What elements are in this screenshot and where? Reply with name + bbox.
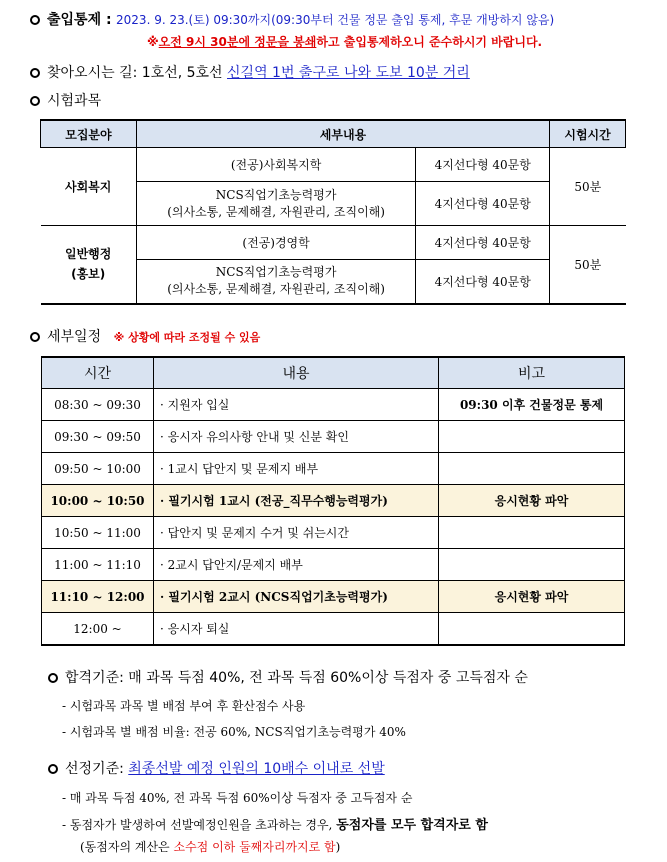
selection-red: 소수점 이하 둘째자리까지로 함 <box>173 840 336 854</box>
schedule-content-cell: · 1교시 답안지 및 문제지 배부 <box>154 453 439 485</box>
schedule-content-cell: · 필기시험 1교시 (전공_직무수행능력평가) <box>154 485 439 517</box>
schedule-heading <box>30 326 260 346</box>
header-field: 모집분야 <box>41 120 137 148</box>
format-cell: 4지선다형 40문항 <box>416 148 550 182</box>
schedule-row <box>42 517 625 549</box>
entry-time: 2023. 9. 23.(토) 09:30까지(09:30부터 건물 정문 출입 통제, 후문 개방하지 않음) <box>116 13 555 27</box>
subjects-row <box>41 148 626 182</box>
schedule-note-cell <box>439 453 625 485</box>
schedule-time-cell: 09:30 ~ 09:50 <box>42 421 154 453</box>
schedule-title: 세부일정 <box>47 329 102 345</box>
schedule-table <box>41 356 625 646</box>
header-content: 내용 <box>154 357 439 389</box>
schedule-note-cell <box>439 517 625 549</box>
field-cell: 일반행정 (홍보) <box>41 226 137 304</box>
schedule-row <box>42 453 625 485</box>
schedule-note-cell: 응시현황 파악 <box>439 485 625 517</box>
warning-underlined: 오전 9시 30분에 정문을 봉쇄 <box>158 35 317 49</box>
circle-bullet-icon <box>30 96 40 106</box>
selection-item: - 매 과목 득점 40%, 전 과목 득점 60%이상 득점자 중 고득점자 순 <box>62 791 413 805</box>
entry-line <box>30 9 554 29</box>
selection-text: 최종선발 예정 인원의 10배수 이내로 선발 <box>128 761 385 777</box>
schedule-time-cell: 09:50 ~ 10:00 <box>42 453 154 485</box>
content-cell: (전공)사회복지학 <box>136 148 416 182</box>
format-cell: 4지선다형 40문항 <box>416 226 550 260</box>
schedule-row <box>42 421 625 453</box>
directions-lines: 1호선, 5호선 <box>141 65 223 81</box>
schedule-time-cell: 10:00 ~ 10:50 <box>42 485 154 517</box>
schedule-row <box>42 389 625 421</box>
subjects-row <box>41 226 626 260</box>
content-cell: (전공)경영학 <box>136 226 416 260</box>
format-cell: 4지선다형 40문항 <box>416 182 550 226</box>
selection-bold: 동점자를 모두 합격자로 함 <box>336 818 488 833</box>
schedule-content-cell: · 응시자 유의사항 안내 및 신분 확인 <box>154 421 439 453</box>
schedule-row <box>42 613 625 646</box>
content-cell: NCS직업기초능력평가 (의사소통, 문제해결, 자원관리, 조직이해) <box>136 182 416 226</box>
circle-bullet-icon <box>30 68 40 78</box>
time-cell: 50분 <box>550 148 626 226</box>
header-note: 비고 <box>439 357 625 389</box>
selection-label: 선정기준: <box>65 761 124 777</box>
field-cell: 사회복지 <box>41 148 137 226</box>
circle-bullet-icon <box>48 764 58 774</box>
pass-item: - 시험과목 과목 별 배점 부여 후 환산점수 사용 <box>62 699 306 713</box>
entry-label: 출입통제 : <box>47 12 112 28</box>
schedule-note-cell: 09:30 이후 건물정문 통제 <box>439 389 625 421</box>
selection-item: (동점자의 계산은 소수점 이하 둘째자리까지로 함) <box>80 840 341 854</box>
circle-bullet-icon <box>30 332 40 342</box>
schedule-note-cell: 응시현황 파악 <box>439 581 625 613</box>
pass-line <box>48 667 528 687</box>
subjects-heading <box>30 90 101 110</box>
schedule-note-cell <box>439 613 625 646</box>
schedule-time-cell: 10:50 ~ 11:00 <box>42 517 154 549</box>
header-time: 시간 <box>42 357 154 389</box>
schedule-row <box>42 549 625 581</box>
pass-item: - 시험과목 별 배점 비율: 전공 60%, NCS직업기초능력평가 40% <box>62 725 406 739</box>
schedule-content-cell: · 필기시험 2교시 (NCS직업기초능력평가) <box>154 581 439 613</box>
selection-line <box>48 758 385 778</box>
schedule-time-cell: 08:30 ~ 09:30 <box>42 389 154 421</box>
schedule-content-cell: · 2교시 답안지/문제지 배부 <box>154 549 439 581</box>
content-cell: NCS직업기초능력평가 (의사소통, 문제해결, 자원관리, 조직이해) <box>136 260 416 304</box>
schedule-note-cell <box>439 421 625 453</box>
schedule-time-cell: 11:00 ~ 11:10 <box>42 549 154 581</box>
directions-route: 신길역 1번 출구로 나와 도보 10분 거리 <box>227 65 470 81</box>
schedule-time-cell: 11:10 ~ 12:00 <box>42 581 154 613</box>
schedule-note-cell <box>439 549 625 581</box>
schedule-content-cell: · 지원자 입실 <box>154 389 439 421</box>
directions-line <box>30 62 470 82</box>
circle-bullet-icon <box>30 15 40 25</box>
subjects-table <box>40 119 626 305</box>
subjects-header-row <box>41 120 626 148</box>
pass-label: 합격기준: <box>65 670 124 686</box>
header-content: 세부내용 <box>136 120 549 148</box>
header-time: 시험시간 <box>550 120 626 148</box>
circle-bullet-icon <box>48 673 58 683</box>
schedule-header-row <box>42 357 625 389</box>
schedule-time-cell: 12:00 ~ <box>42 613 154 646</box>
time-cell: 50분 <box>550 226 626 304</box>
schedule-content-cell: · 답안지 및 문제지 수거 및 쉬는시간 <box>154 517 439 549</box>
schedule-note: ※ 상황에 따라 조정될 수 있음 <box>113 331 261 344</box>
schedule-row <box>42 485 625 517</box>
schedule-row <box>42 581 625 613</box>
subjects-title: 시험과목 <box>47 93 102 109</box>
directions-label: 찾아오시는 길: <box>47 65 138 81</box>
schedule-content-cell: · 응시자 퇴실 <box>154 613 439 646</box>
format-cell: 4지선다형 40문항 <box>416 260 550 304</box>
entry-warning: ※오전 9시 30분에 정문을 봉쇄하고 출입통제하오니 준수하시기 바랍니다. <box>147 35 543 49</box>
pass-text: 매 과목 득점 40%, 전 과목 득점 60%이상 득점자 중 고득점자 순 <box>128 670 528 686</box>
selection-item: - 동점자가 발생하여 선발예정인원을 초과하는 경우, 동점자를 모두 합격자로 함 <box>62 818 488 833</box>
